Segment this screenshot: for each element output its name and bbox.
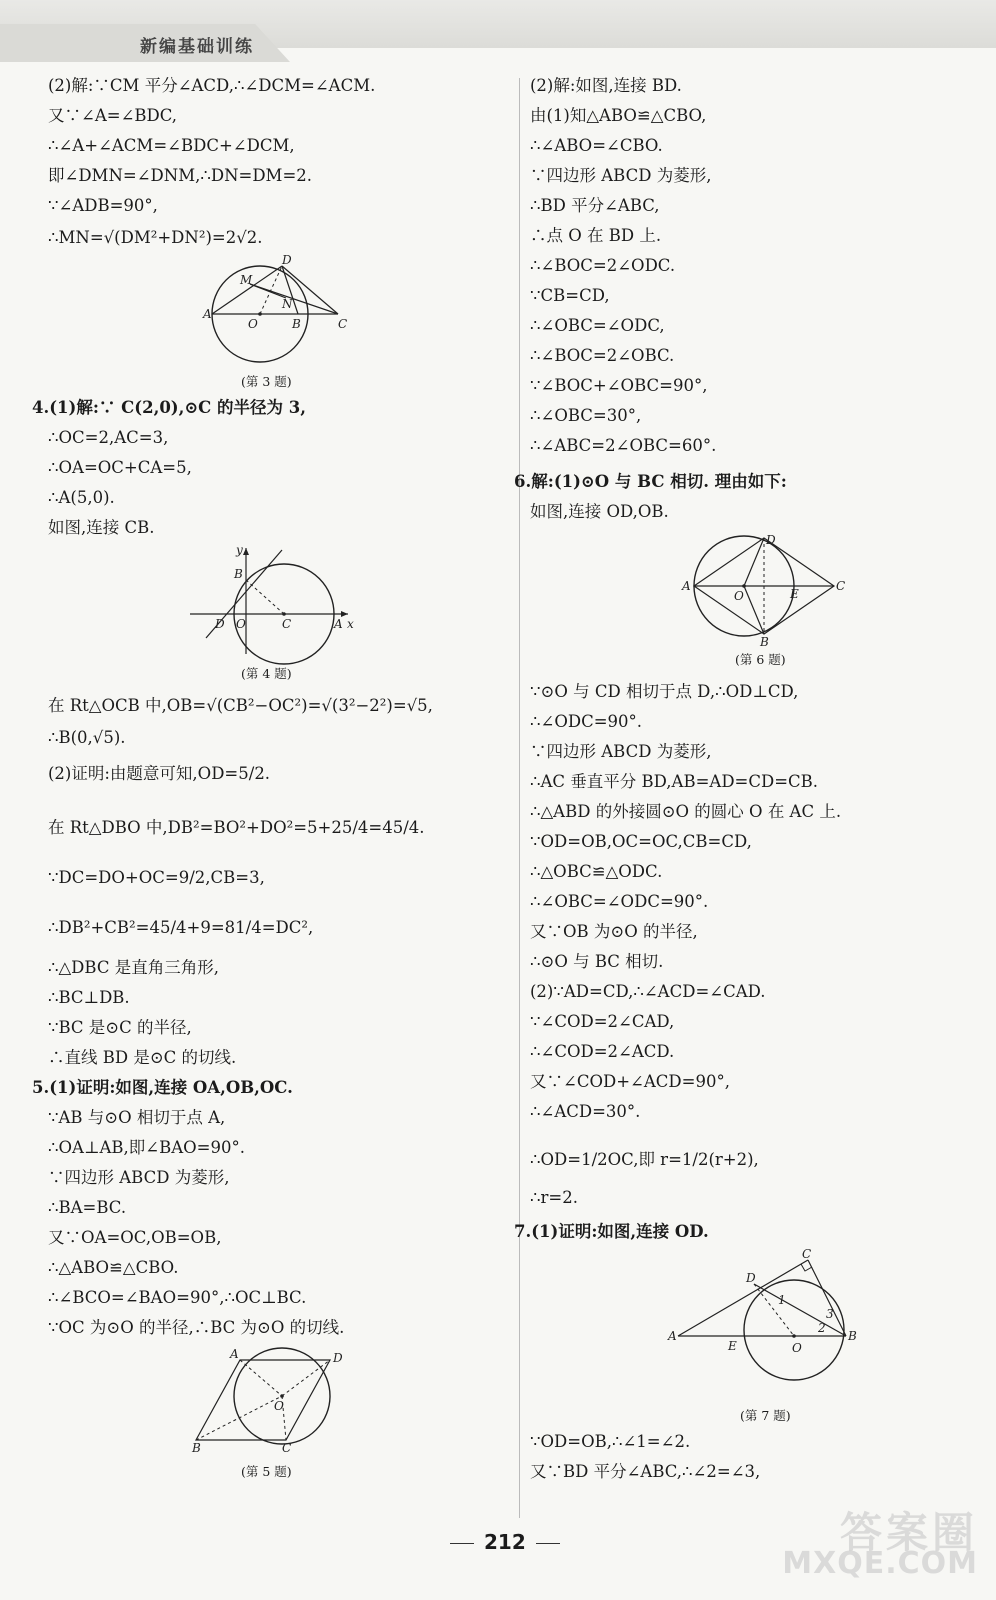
text-line: 在 Rt△OCB 中,OB=√(CB²−OC²)=√(3²−2²)=√5,: [48, 696, 433, 715]
fig4-label-y: y: [236, 543, 243, 557]
text-line: ∴点 O 在 BD 上.: [530, 226, 662, 245]
text-line: ∵四边形 ABCD 为菱形,: [48, 1168, 230, 1187]
column-divider: [519, 78, 520, 1518]
fig6-label-C: C: [836, 579, 846, 593]
fig5-label-A: A: [230, 1347, 239, 1361]
text-line: ∴∠OBC=∠ODC,: [530, 316, 665, 335]
fig3-label-B: B: [292, 317, 301, 331]
text-line: ∵BC 是⊙C 的半径,: [48, 1018, 192, 1037]
fig4-label-C: C: [282, 617, 292, 631]
page-header: [0, 0, 996, 62]
text-line: ∴△ABD 的外接圆⊙O 的圆心 O 在 AC 上.: [530, 802, 842, 821]
text-line: 7.(1)证明:如图,连接 OD.: [514, 1222, 709, 1241]
text-line: 4.(1)解:∵ C(2,0),⊙C 的半径为 3,: [32, 398, 307, 417]
text-line: ∵AB 与⊙O 相切于点 A,: [48, 1108, 226, 1127]
fig7-label-3: 3: [826, 1307, 834, 1321]
figure-5-caption: (第 5 题): [241, 1464, 292, 1479]
fig3-label-M: M: [240, 273, 253, 287]
figure-7: [670, 1248, 870, 1370]
fig6-label-E: E: [790, 587, 799, 601]
text-line: ∵∠ADB=90°,: [48, 196, 158, 215]
text-line: ∵四边形 ABCD 为菱形,: [530, 742, 712, 761]
watermark-url: MXQE.COM: [782, 1546, 978, 1581]
text-line: ∵OC 为⊙O 的半径,∴BC 为⊙O 的切线.: [48, 1318, 345, 1337]
header-title: 新编基础训练: [140, 37, 254, 57]
text-line: ∵⊙O 与 CD 相切于点 D,∴OD⊥CD,: [530, 682, 799, 701]
text-line: ∵DC=DO+OC=9/2,CB=3,: [48, 868, 265, 887]
fig7-label-2: 2: [818, 1321, 826, 1335]
fig3-label-O: O: [248, 317, 258, 331]
page-number-dash-right: [536, 1543, 560, 1545]
page-number-text: 212: [484, 1530, 526, 1554]
figure-7-caption: (第 7 题): [740, 1408, 791, 1423]
text-line: ∵∠COD=2∠CAD,: [530, 1012, 675, 1031]
fig6-label-O: O: [734, 589, 744, 603]
figure-4: [188, 542, 358, 666]
text-line: ∴∠A+∠ACM=∠BDC+∠DCM,: [48, 136, 295, 155]
text-line: 即∠DMN=∠DNM,∴DN=DM=2.: [48, 166, 313, 185]
fig7-label-O: O: [792, 1341, 802, 1355]
text-line: ∴A(5,0).: [48, 488, 115, 507]
figure-3: [198, 254, 368, 370]
text-line: ∴∠COD=2∠ACD.: [530, 1042, 675, 1061]
text-line: ∴直线 BD 是⊙C 的切线.: [48, 1048, 237, 1067]
text-line: ∴BD 平分∠ABC,: [530, 196, 660, 215]
text-line: (2)证明:由题意可知,OD=5/2.: [48, 764, 271, 783]
text-line: ∴∠ABO=∠CBO.: [530, 136, 663, 155]
fig3-label-C: C: [338, 317, 348, 331]
fig4-label-D: D: [215, 617, 225, 631]
text-line: ∴DB²+CB²=45/4+9=81/4=DC²,: [48, 918, 314, 937]
watermark: [778, 1500, 978, 1590]
text-line: (2)解:∵CM 平分∠ACD,∴∠DCM=∠ACM.: [48, 76, 376, 95]
fig5-label-O: O: [274, 1399, 284, 1413]
text-line: ∵CB=CD,: [530, 286, 610, 305]
watermark-text: 答案圈: [839, 1508, 978, 1557]
fig4-label-A: A: [334, 617, 343, 631]
text-line: ∴∠OBC=∠ODC=90°.: [530, 892, 709, 911]
text-line: 在 Rt△DBO 中,DB²=BO²+DO²=5+25/4=45/4.: [48, 818, 425, 837]
figure-4-caption: (第 4 题): [241, 666, 292, 681]
fig6-label-D: D: [766, 533, 776, 547]
text-line: ∴△OBC≌△ODC.: [530, 862, 663, 881]
text-line: ∴B(0,√5).: [48, 728, 126, 747]
text-line: ∵四边形 ABCD 为菱形,: [530, 166, 712, 185]
text-line: 5.(1)证明:如图,连接 OA,OB,OC.: [32, 1078, 293, 1097]
page-number-dash-left: [450, 1543, 474, 1545]
text-line: ∴OA⊥AB,即∠BAO=90°.: [48, 1138, 245, 1157]
text-line: ∴BC⊥DB.: [48, 988, 130, 1007]
fig5-label-C: C: [282, 1441, 292, 1455]
fig5-label-D: D: [333, 1351, 343, 1365]
fig3-label-A: A: [203, 307, 212, 321]
text-line: ∴r=2.: [530, 1188, 578, 1207]
text-line: ∴OA=OC+CA=5,: [48, 458, 192, 477]
figure-6: [680, 532, 850, 648]
fig7-label-A: A: [668, 1329, 677, 1343]
fig6-label-B: B: [760, 635, 769, 649]
fig7-label-E: E: [728, 1339, 737, 1353]
fig4-label-x: x: [347, 617, 354, 631]
fig7-label-D: D: [746, 1271, 756, 1285]
text-line: 如图,连接 CB.: [48, 518, 155, 537]
text-line: ∴⊙O 与 BC 相切.: [530, 952, 664, 971]
text-line: ∴∠ACD=30°.: [530, 1102, 641, 1121]
text-line: ∵∠BOC+∠OBC=90°,: [530, 376, 708, 395]
text-line: 又∵OB 为⊙O 的半径,: [530, 922, 698, 941]
fig3-label-D: D: [282, 253, 292, 267]
fig4-label-B: B: [234, 567, 243, 581]
text-line: ∴△DBC 是直角三角形,: [48, 958, 219, 977]
fig7-label-B: B: [848, 1329, 857, 1343]
figure-6-caption: (第 6 题): [735, 652, 786, 667]
text-line: 由(1)知△ABO≌△CBO,: [530, 106, 707, 125]
text-line: ∴∠ODC=90°.: [530, 712, 643, 731]
text-line: ∴OC=2,AC=3,: [48, 428, 169, 447]
fig4-label-O: O: [236, 617, 246, 631]
text-line: 又∵OA=OC,OB=OB,: [48, 1228, 222, 1247]
text-line: ∴∠BCO=∠BAO=90°,∴OC⊥BC.: [48, 1288, 307, 1307]
text-line: ∴∠OBC=30°,: [530, 406, 642, 425]
text-line: ∴△ABO≌△CBO.: [48, 1258, 179, 1277]
text-line: 如图,连接 OD,OB.: [530, 502, 669, 521]
text-line: ∴∠BOC=2∠OBC.: [530, 346, 675, 365]
fig5-label-B: B: [192, 1441, 201, 1455]
text-line: ∴AC 垂直平分 BD,AB=AD=CD=CB.: [530, 772, 819, 791]
fig6-label-A: A: [682, 579, 691, 593]
figure-3-caption: (第 3 题): [241, 374, 292, 389]
text-line: ∴MN=√(DM²+DN²)=2√2.: [48, 228, 263, 247]
text-line: 又∵BD 平分∠ABC,∴∠2=∠3,: [530, 1462, 761, 1481]
fig7-label-C: C: [802, 1247, 812, 1261]
text-line: ∴OD=1/2OC,即 r=1/2(r+2),: [530, 1150, 759, 1169]
text-line: ∴∠BOC=2∠ODC.: [530, 256, 676, 275]
page-number: [440, 1530, 570, 1554]
text-line: ∴∠ABC=2∠OBC=60°.: [530, 436, 717, 455]
text-line: 又∵∠A=∠BDC,: [48, 106, 178, 125]
text-line: ∵OD=OB,OC=OC,CB=CD,: [530, 832, 752, 851]
text-line: (2)∵AD=CD,∴∠ACD=∠CAD.: [530, 982, 766, 1001]
figure-5: [190, 1344, 360, 1458]
text-line: (2)解:如图,连接 BD.: [530, 76, 682, 95]
text-line: ∴BA=BC.: [48, 1198, 127, 1217]
text-line: 又∵∠COD+∠ACD=90°,: [530, 1072, 730, 1091]
text-line: 6.解:(1)⊙O 与 BC 相切. 理由如下:: [514, 472, 787, 491]
fig7-label-1: 1: [778, 1293, 786, 1307]
text-line: ∵OD=OB,∴∠1=∠2.: [530, 1432, 691, 1451]
fig3-label-N: N: [282, 297, 293, 311]
